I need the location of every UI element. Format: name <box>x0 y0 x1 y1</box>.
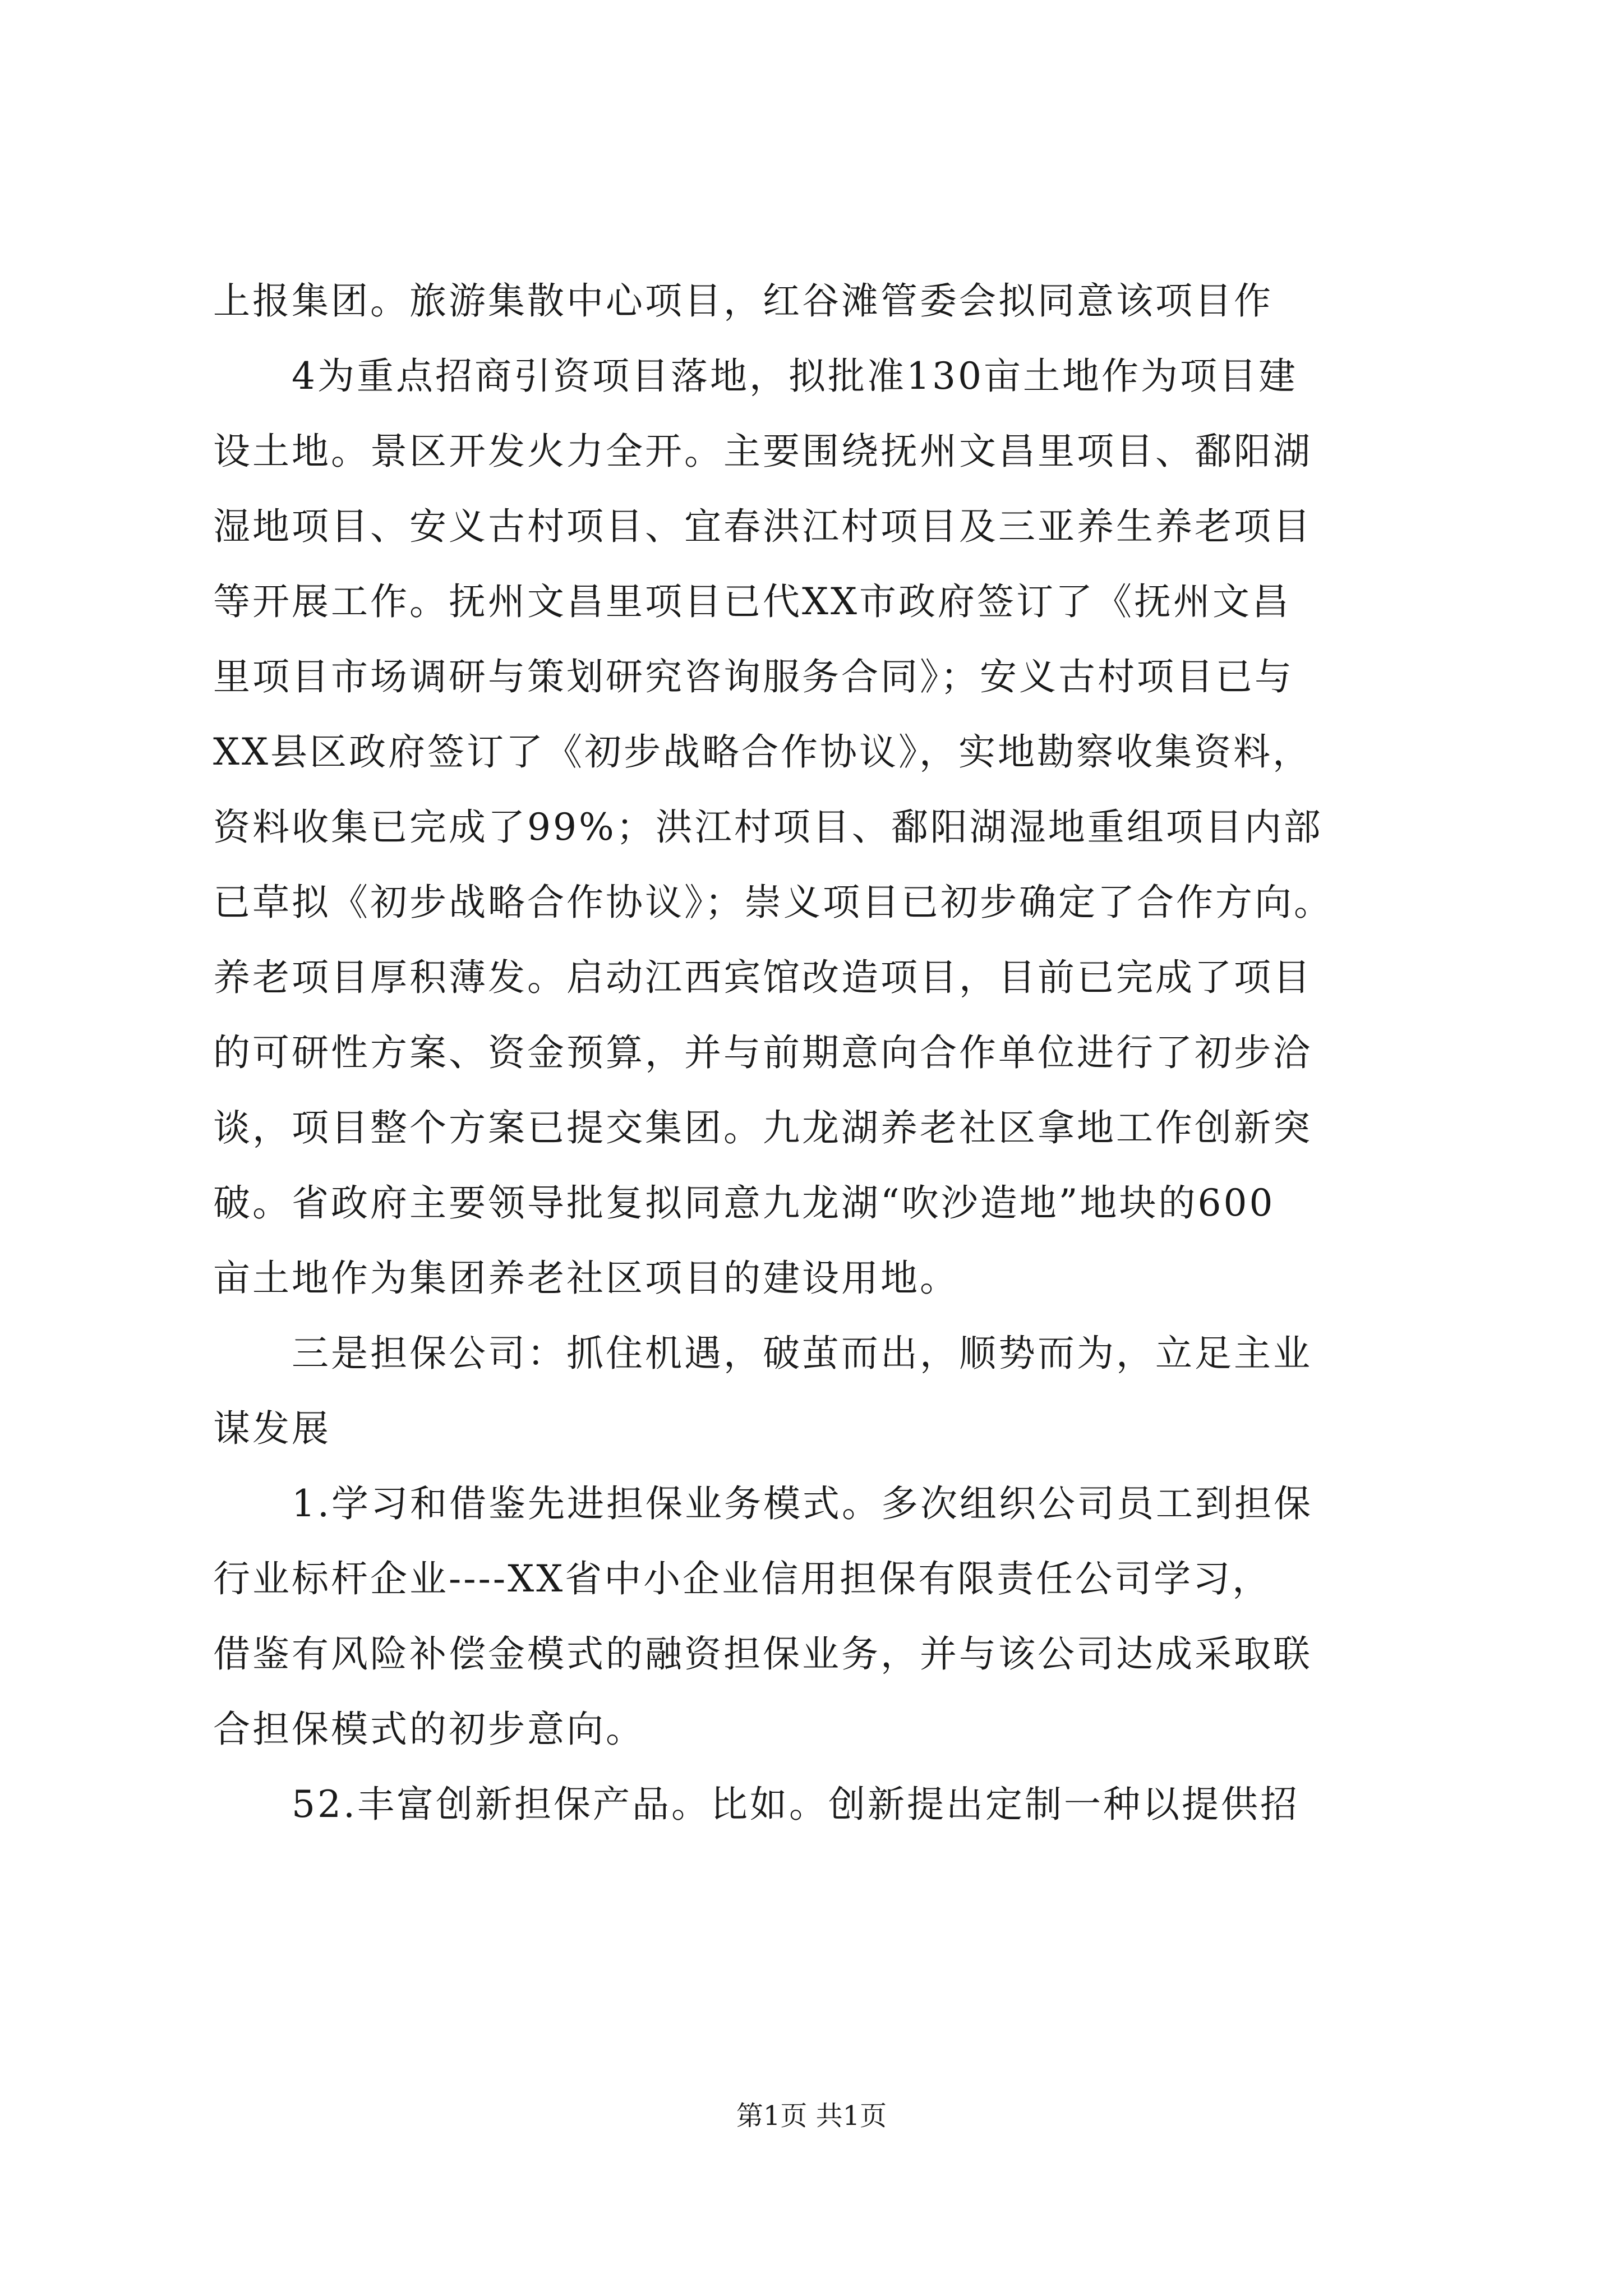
text-line: 里项目市场调研与策划研究咨询服务合同》；安义古村项目已与 <box>213 655 1294 698</box>
text-line: 等开展工作。抚州文昌里项目已代XX市政府签订了《抚州文昌 <box>213 580 1291 623</box>
text-line: 谈，项目整个方案已提交集团。九龙湖养老社区拿地工作创新突 <box>213 1106 1312 1149</box>
text-line: XX县区政府签订了《初步战略合作协议》，实地勘察收集资料， <box>213 730 1312 774</box>
text-line: 的可研性方案、资金预算，并与前期意向合作单位进行了初步洽 <box>213 1031 1312 1074</box>
text-line: 湿地项目、安义古村项目、宜春洪江村项目及三亚养生养老项目 <box>213 505 1312 548</box>
text-line: 破。省政府主要领导批复拟同意九龙湖“吹沙造地”地块的600 <box>213 1181 1275 1225</box>
text-line: 52.丰富创新担保产品。比如。创新提出定制一种以提供招 <box>213 1783 1299 1826</box>
text-line: 亩土地作为集团养老社区项目的建设用地。 <box>213 1257 959 1300</box>
text-line: 设土地。景区开发火力全开。主要围绕抚州文昌里项目、鄱阳湖 <box>213 430 1312 473</box>
text-line: 谋发展 <box>213 1407 331 1450</box>
document-body <box>213 264 1424 1842</box>
text-line: 行业标杆企业----XX省中小企业信用担保有限责任公司学习， <box>213 1557 1272 1600</box>
text-line: 三是担保公司：抓住机遇，破茧而出，顺势而为，立足主业 <box>213 1332 1312 1375</box>
text-line: 借鉴有风险补偿金模式的融资担保业务，并与该公司达成采取联 <box>213 1632 1312 1676</box>
text-line: 上报集团。旅游集散中心项目，红谷滩管委会拟同意该项目作 <box>213 279 1273 323</box>
text-line: 养老项目厚积薄发。启动江西宾馆改造项目，目前已完成了项目 <box>213 956 1312 999</box>
text-line: 4为重点招商引资项目落地，拟批准130亩土地作为项目建 <box>213 355 1298 398</box>
text-line: 1.学习和借鉴先进担保业务模式。多次组织公司员工到担保 <box>213 1482 1313 1525</box>
page-footer: 第1页 共1页 <box>736 2100 887 2132</box>
text-line: 资料收集已完成了99%；洪江村项目、鄱阳湖湿地重组项目内部 <box>213 806 1323 849</box>
text-line: 合担保模式的初步意向。 <box>213 1708 645 1751</box>
text-line: 已草拟《初步战略合作协议》；崇义项目已初步确定了合作方向。 <box>213 881 1333 924</box>
